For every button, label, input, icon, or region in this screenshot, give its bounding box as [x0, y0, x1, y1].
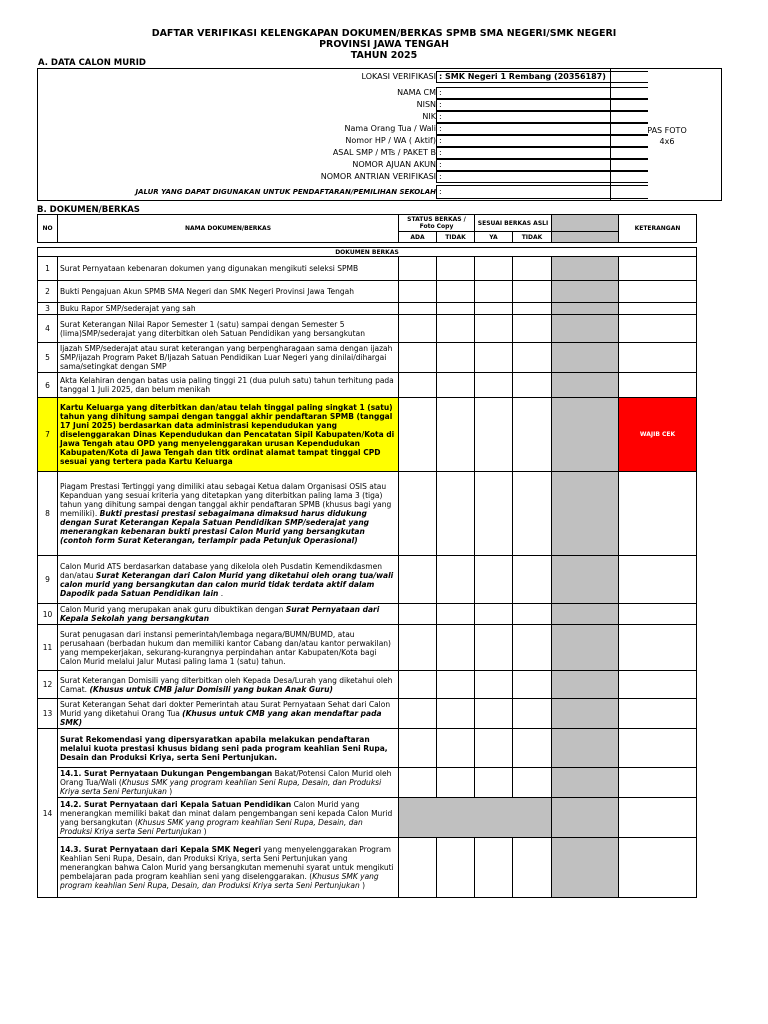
table-row [38, 281, 697, 303]
field-row-nama [38, 87, 650, 99]
header-ada: ADA [399, 232, 437, 243]
row-no: 1 [38, 257, 58, 281]
check-ya[interactable] [475, 604, 513, 625]
gray-cell [552, 343, 619, 373]
check-ada[interactable] [399, 398, 437, 472]
check-tidak-asli[interactable] [513, 838, 552, 898]
row-no: 6 [38, 373, 58, 398]
field-value-ajuan[interactable]: : [436, 159, 648, 171]
row-no: 2 [38, 281, 58, 303]
header-tidak: TIDAK [437, 232, 475, 243]
row-no: 10 [38, 604, 58, 625]
field-value-nama[interactable]: : [436, 87, 648, 99]
keterangan-cell[interactable] [619, 729, 697, 768]
row-desc: Surat Keterangan Nilai Rapor Semester 1 (satu) sampai dengan Semester 5 (lima)SMP/sederajat yang diterbitkan oleh Satuan Pendidikan yang bersangkutan [58, 315, 399, 343]
keterangan-cell[interactable] [619, 281, 697, 303]
row-desc-intro: Surat Rekomendasi yang dipersyaratkan apabila melakukan pendaftaran melalui kuota prestasi khusus bidang seni pada program keahlian Seni Rupa, Desain dan Produksi Kriya, serta Seni Pertunjukan. [58, 729, 399, 768]
check-ya[interactable] [475, 699, 513, 729]
check-ada[interactable] [399, 556, 437, 604]
document-checklist-table [37, 214, 697, 898]
gray-block [399, 798, 552, 838]
field-row-nisn [38, 99, 650, 111]
check-tidak-asli[interactable] [513, 768, 552, 798]
check-tidak[interactable] [437, 671, 475, 699]
gray-cell [552, 729, 619, 768]
keterangan-cell[interactable] [619, 625, 697, 671]
field-label: ASAL SMP / MTs / PAKET B [332, 148, 436, 157]
row-desc-emphasis: (Khusus untuk CMB jalur Domisili yang bukan Anak Guru) [89, 684, 333, 694]
row-desc-tail: . [218, 588, 224, 598]
check-tidak-asli[interactable] [513, 472, 552, 556]
row-desc: Ijazah SMP/sederajat atau surat keterangan yang berpengharagaan sama dengan ijazah SMP/ijazah Program Paket B/Ijazah Satuan Pendidikan Luar Negeri yang dinilai/dihargai sama/setingkat dengan SMP [58, 343, 399, 373]
group-label: DOKUMEN BERKAS [38, 248, 697, 257]
check-tidak-asli[interactable] [513, 699, 552, 729]
section-b-title: B. DOKUMEN/BERKAS [37, 205, 140, 215]
gray-cell [552, 604, 619, 625]
field-row-antrian [38, 171, 650, 183]
gray-cell [552, 373, 619, 398]
field-row-jalur [38, 185, 650, 199]
gray-cell [552, 398, 619, 472]
check-ya[interactable] [475, 373, 513, 398]
gray-cell [552, 838, 619, 898]
keterangan-cell[interactable] [619, 604, 697, 625]
field-label: NISN [416, 100, 436, 109]
keterangan-cell[interactable] [619, 798, 697, 838]
row-desc [58, 671, 399, 699]
wajib-cek-badge: WAJIB CEK [619, 398, 697, 472]
check-ya[interactable] [475, 556, 513, 604]
field-row-nik [38, 111, 650, 123]
gray-cell [552, 281, 619, 303]
keterangan-cell[interactable] [619, 838, 697, 898]
keterangan-cell[interactable] [619, 556, 697, 604]
keterangan-cell[interactable] [619, 303, 697, 315]
sub-emphasis: Khusus SMK yang program keahlian Seni Rupa, Desain, dan Produksi Kriya serta Seni Pertunjukan [60, 817, 363, 836]
table-subrow [38, 768, 697, 798]
keterangan-cell[interactable] [619, 343, 697, 373]
row-desc [58, 768, 399, 798]
sub-text: yang menyelenggarakan Program Keahlian Seni Rupa, Desain, dan Produksi Kriya, serta Seni Pertunjukan yang menerangkan bahwa Calon Murid yang bersangkutan memenuhi syarat untuk mengikuti pembelajaran pada program keahlian seni yang diselenggarakan. ( [60, 845, 394, 881]
field-row-ortu [38, 123, 650, 135]
sub-emphasis: Khusus SMK yang program keahlian Seni Rupa, Desain, dan Produksi Kriya serta Seni Pertunjukan [60, 872, 379, 890]
student-data-form [37, 68, 722, 201]
check-tidak-asli[interactable] [513, 729, 552, 768]
gray-cell [552, 699, 619, 729]
photo-placeholder [611, 125, 723, 147]
header-gray [552, 215, 619, 232]
row-desc-emphasis: (Khusus untuk CMB yang akan mendaftar pada SMK) [60, 709, 382, 727]
table-row [38, 625, 697, 671]
check-tidak-asli[interactable] [513, 257, 552, 281]
row-no: 9 [38, 556, 58, 604]
check-tidak[interactable] [437, 373, 475, 398]
field-label: NOMOR ANTRIAN VERIFIKASI [320, 172, 436, 181]
check-ada[interactable] [399, 671, 437, 699]
header-tidak-asli: TIDAK [513, 232, 552, 243]
table-row [38, 472, 697, 556]
row-no: 8 [38, 472, 58, 556]
check-ada[interactable] [399, 303, 437, 315]
check-ada[interactable] [399, 768, 437, 798]
check-ada[interactable] [399, 625, 437, 671]
check-ada[interactable] [399, 472, 437, 556]
table-row [38, 556, 697, 604]
header-sesuai: SESUAI BERKAS ASLI [475, 215, 552, 232]
gray-cell [552, 768, 619, 798]
field-label: NIK [422, 112, 436, 121]
check-ya[interactable] [475, 303, 513, 315]
sub-emphasis: Khusus SMK yang program keahlian Seni Rupa, Desain, dan Produksi Kriya serta Seni Pertunjukan [60, 778, 382, 796]
row-no: 4 [38, 315, 58, 343]
check-tidak[interactable] [437, 398, 475, 472]
keterangan-cell[interactable] [619, 699, 697, 729]
gray-cell [552, 671, 619, 699]
field-value-nik[interactable]: : [436, 111, 648, 123]
field-label: Nama Orang Tua / Wali [344, 124, 436, 133]
keterangan-cell[interactable] [619, 768, 697, 798]
row-desc-text: Surat Keterangan Sehat dari dokter Pemerintah atau Surat Pernyataan Sehat dari Calon Murid yang diketahui Orang Tua [60, 700, 391, 718]
row-desc-text: Calon Murid yang merupakan anak guru dibuktikan dengan [60, 605, 286, 614]
table-subrow [38, 838, 697, 898]
check-ada[interactable] [399, 343, 437, 373]
check-tidak-asli[interactable] [513, 281, 552, 303]
doc-title-line3: TAHUN 2025 [350, 50, 418, 61]
row-desc-emphasis: Bukti prestasi prestasi sebagaimana dimaksud harus didukung dengan Surat Keterangan Kepala Satuan Pendidikan SMP/sederajat yang menerangkan kebenaran bukti prestasi Calon Murid yang bersangkutan (contoh form Surat Keterangan, terlampir pada Petunjuk Operasional) [60, 509, 370, 545]
keterangan-cell[interactable] [619, 373, 697, 398]
table-row [38, 699, 697, 729]
check-tidak[interactable] [437, 343, 475, 373]
check-tidak[interactable] [437, 472, 475, 556]
field-label: JALUR YANG DAPAT DIGUNAKAN UNTUK PENDAFTARAN/PEMILIHAN SEKOLAH [135, 188, 436, 196]
check-ada[interactable] [399, 315, 437, 343]
table-row [38, 303, 697, 315]
field-value-antrian[interactable]: : [436, 171, 648, 183]
check-ya[interactable] [475, 729, 513, 768]
check-ya[interactable] [475, 472, 513, 556]
row-desc [58, 838, 399, 898]
keterangan-cell[interactable] [619, 472, 697, 556]
row-desc [58, 604, 399, 625]
row-desc: Surat Pernyataan kebenaran dokumen yang digunakan mengikuti seleksi SPMB [58, 257, 399, 281]
section-a-title: A. DATA CALON MURID [38, 58, 146, 68]
sub-heading: 14.1. Surat Pernyataan Dukungan Pengembangan [60, 769, 273, 778]
table-subrow [38, 798, 697, 838]
check-ya[interactable] [475, 281, 513, 303]
check-ada[interactable] [399, 604, 437, 625]
check-tidak[interactable] [437, 556, 475, 604]
gray-cell [552, 315, 619, 343]
sub-heading: 14.3. Surat Pernyataan dari Kepala SMK Negeri [60, 845, 262, 854]
row-desc: Bukti Pengajuan Akun SPMB SMA Negeri dan SMK Negeri Provinsi Jawa Tengah [58, 281, 399, 303]
field-value-lokasi[interactable]: : SMK Negeri 1 Rembang (20356187) [436, 71, 648, 83]
field-value-nisn[interactable]: : [436, 99, 648, 111]
check-ya[interactable] [475, 398, 513, 472]
sub-tail: ) [201, 826, 207, 836]
table-row [38, 373, 697, 398]
header-row [38, 215, 697, 232]
sub-text: Calon Murid yang menerangkan memiliki bakat dan minat dalam pengembangan seni kepada Calon Murid yang bersangkutan ( [60, 799, 393, 827]
row-no: 7 [38, 398, 58, 472]
check-tidak-asli[interactable] [513, 671, 552, 699]
table-row [38, 343, 697, 373]
table-row [38, 257, 697, 281]
row-desc: Akta Kelahiran dengan batas usia paling tinggi 21 (dua puluh satu) tahun terhitung pada tanggal 1 Juli 2025, dan belum menikah [58, 373, 399, 398]
check-ya[interactable] [475, 343, 513, 373]
check-ada[interactable] [399, 373, 437, 398]
check-ada[interactable] [399, 729, 437, 768]
header-nama: NAMA DOKUMEN/BERKAS [58, 215, 399, 243]
row-no: 11 [38, 625, 58, 671]
check-tidak[interactable] [437, 281, 475, 303]
row-desc-emphasis: Surat Pernyataan dari Kepala Sekolah yang bersangkutan [60, 605, 380, 623]
row-no: 3 [38, 303, 58, 315]
check-tidak-asli[interactable] [513, 343, 552, 373]
header-keterangan: KETERANGAN [619, 215, 697, 243]
check-tidak-asli[interactable] [513, 315, 552, 343]
check-ya[interactable] [475, 671, 513, 699]
row-no: 13 [38, 699, 58, 729]
field-value-jalur[interactable]: : [436, 185, 648, 199]
row-desc-highlighted: Kartu Keluarga yang diterbitkan dan/atau telah tinggal paling singkat 1 (satu) tahun yang dihitung sampai dengan tanggal akhir pendaftaran SPMB (tanggal 17 Juni 2025) berdasarkan data administrasi kependudukan yang diselenggarakan Dinas Kependudukan dan Pencatatan Sipil Kabupaten/Kota di Jawa Tengah atau OPD yang menyelenggarakan urusan Kependudukan Kabupaten/Kota di Jawa Tengah dan titk ordinat alamat tampat tinggal CPD sesuai yang tertera pada Kartu Keluarga [58, 398, 399, 472]
keterangan-cell[interactable] [619, 257, 697, 281]
check-tidak-asli[interactable] [513, 398, 552, 472]
row-desc: Buku Rapor SMP/sederajat yang sah [58, 303, 399, 315]
sub-tail: ) [166, 787, 173, 796]
check-tidak[interactable] [437, 257, 475, 281]
check-ya[interactable] [475, 768, 513, 798]
keterangan-cell[interactable] [619, 315, 697, 343]
field-row-asal [38, 147, 650, 159]
check-tidak[interactable] [437, 303, 475, 315]
gray-cell [552, 257, 619, 281]
gray-cell [552, 556, 619, 604]
row-desc-text: Calon Murid ATS berdasarkan database yang dikelola oleh Pusdatin Kemendikdasmen dan/atau [60, 561, 382, 580]
row-desc [58, 472, 399, 556]
table-row [38, 729, 697, 768]
check-ada[interactable] [399, 699, 437, 729]
field-label: NOMOR AJUAN AKUN [352, 160, 436, 169]
check-tidak[interactable] [437, 625, 475, 671]
doc-title-line1: DAFTAR VERIFIKASI KELENGKAPAN DOKUMEN/BERKAS SPMB SMA NEGERI/SMK NEGERI [151, 28, 617, 39]
photo-box [610, 69, 723, 200]
check-tidak[interactable] [437, 604, 475, 625]
header-gray [552, 232, 619, 243]
field-value-ortu[interactable]: : [436, 123, 648, 135]
check-tidak-asli[interactable] [513, 303, 552, 315]
row-desc-emphasis: Surat Keterangan dari Calon Murid yang diketahui oleh orang tua/wali calon murid yang bersangkutan dan calon murid tidak terdata aktif dalam Dapodik pada Satuan Pendidikan lain [60, 570, 394, 598]
check-ya[interactable] [475, 838, 513, 898]
gray-cell [552, 625, 619, 671]
group-row [38, 248, 697, 257]
field-label: Nomor HP / WA ( Aktif) [345, 136, 436, 145]
check-tidak-asli[interactable] [513, 604, 552, 625]
check-ada[interactable] [399, 838, 437, 898]
check-tidak-asli[interactable] [513, 625, 552, 671]
field-value-asal[interactable]: : [436, 147, 648, 159]
gray-cell [552, 798, 619, 838]
check-ada[interactable] [399, 257, 437, 281]
row-desc: Surat penugasan dari instansi pemerintah/lembaga negara/BUMN/BUMD, atau perusahaan (berbadan hukum dan memiliki kantor Cabang dan/atau kantor perwakilan) yang mempekerjakan, sekurang-kurangnya perpindahan antar Kabupaten/Kota bagi Calon Murid melalui Jalur Mutasi paling lama 1 (satu) tahun. [58, 625, 399, 671]
row-desc-text: Surat Keterangan Domisili yang diterbitkan oleh Kepada Desa/Lurah yang diketahui oleh Camat. [60, 675, 393, 694]
header-status: STATUS BERKAS / Foto Copy [399, 215, 475, 232]
row-desc [58, 699, 399, 729]
check-tidak[interactable] [437, 768, 475, 798]
check-tidak-asli[interactable] [513, 373, 552, 398]
row-desc [58, 556, 399, 604]
photo-size: 4x6 [659, 137, 675, 146]
field-value-hp[interactable]: : [436, 135, 648, 147]
check-ya[interactable] [475, 625, 513, 671]
check-tidak-asli[interactable] [513, 556, 552, 604]
gray-cell [552, 303, 619, 315]
row-no: 5 [38, 343, 58, 373]
sub-heading: 14.2. Surat Pernyataan dari Kepala Satuan Pendidikan [60, 799, 292, 809]
check-tidak[interactable] [437, 315, 475, 343]
gray-cell [552, 472, 619, 556]
sub-text: Bakat/Potensi Calon Murid oleh Orang Tua/Wali ( [60, 769, 392, 787]
header-no: NO [38, 215, 58, 243]
check-ya[interactable] [475, 257, 513, 281]
field-label: NAMA CM [397, 88, 436, 97]
sub-tail: ) [359, 881, 366, 890]
check-ada[interactable] [399, 281, 437, 303]
check-ya[interactable] [475, 315, 513, 343]
check-tidak[interactable] [437, 729, 475, 768]
field-row-ajuan [38, 159, 650, 171]
photo-label: PAS FOTO [647, 126, 687, 135]
check-tidak[interactable] [437, 838, 475, 898]
keterangan-cell[interactable] [619, 671, 697, 699]
row-desc-text: Piagam Prestasi Tertinggi yang dimiliki atau sebagai Ketua dalam Organisasi OSIS atau Kepanduan yang sesuai kriteria yang ditetapkan yang diterbitkan paling lama 3 (tiga) tahun yang dihitung sampai dengan tanggal akhir pendaftaran SPMB (khusus bagi yang memiliki). [60, 482, 392, 518]
table-row [38, 671, 697, 699]
field-row-hp [38, 135, 650, 147]
table-row [38, 398, 697, 472]
check-tidak[interactable] [437, 699, 475, 729]
row-no: 14 [38, 729, 58, 898]
row-desc [58, 798, 399, 838]
table-row [38, 315, 697, 343]
table-row [38, 604, 697, 625]
header-ya: YA [475, 232, 513, 243]
field-label: LOKASI VERIFIKASI [361, 72, 436, 81]
field-row-lokasi [38, 71, 650, 83]
doc-title-line2: PROVINSI JAWA TENGAH [319, 39, 449, 50]
row-no: 12 [38, 671, 58, 699]
